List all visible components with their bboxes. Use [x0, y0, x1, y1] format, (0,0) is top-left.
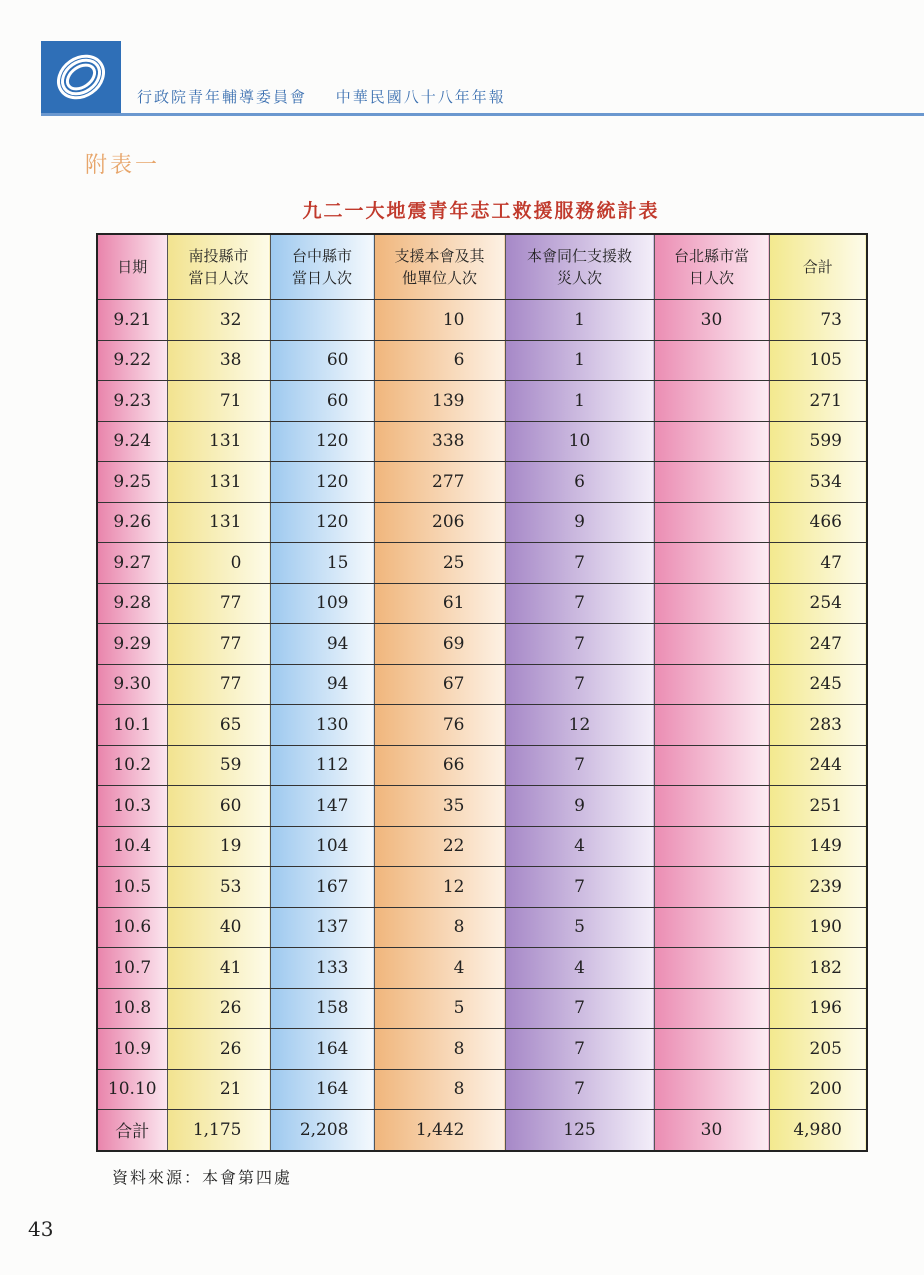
- value-cell: 60: [167, 786, 270, 827]
- date-cell: 10.2: [97, 745, 167, 786]
- value-cell: 164: [270, 1029, 374, 1070]
- value-cell: 7: [505, 583, 654, 624]
- date-cell: 9.23: [97, 381, 167, 422]
- value-cell: 196: [769, 988, 867, 1029]
- value-cell: 2,208: [270, 1110, 374, 1151]
- value-cell: 1,175: [167, 1110, 270, 1151]
- value-cell: 6: [505, 462, 654, 503]
- value-cell: 200: [769, 1069, 867, 1110]
- value-cell: [654, 786, 769, 827]
- date-cell: 9.24: [97, 421, 167, 462]
- date-cell: 10.10: [97, 1069, 167, 1110]
- table-row: [97, 705, 867, 746]
- value-cell: 7: [505, 543, 654, 584]
- value-cell: [654, 745, 769, 786]
- table-row: [97, 624, 867, 665]
- value-cell: 182: [769, 948, 867, 989]
- value-cell: 8: [374, 1069, 505, 1110]
- value-cell: 32: [167, 300, 270, 341]
- value-cell: 94: [270, 624, 374, 665]
- column-header-line: 災人次: [556, 269, 602, 287]
- value-cell: 147: [270, 786, 374, 827]
- value-cell: 244: [769, 745, 867, 786]
- table-row: [97, 462, 867, 503]
- value-cell: 41: [167, 948, 270, 989]
- value-cell: 6: [374, 340, 505, 381]
- value-cell: 4: [505, 948, 654, 989]
- value-cell: [270, 300, 374, 341]
- value-cell: 283: [769, 705, 867, 746]
- date-cell: 9.30: [97, 664, 167, 705]
- value-cell: [654, 543, 769, 584]
- column-header: [374, 234, 505, 300]
- value-cell: 206: [374, 502, 505, 543]
- value-cell: 5: [505, 907, 654, 948]
- column-header-line: 合計: [802, 258, 833, 276]
- value-cell: 5: [374, 988, 505, 1029]
- value-cell: 22: [374, 826, 505, 867]
- value-cell: 7: [505, 1029, 654, 1070]
- value-cell: 53: [167, 867, 270, 908]
- column-header-line: 日人次: [688, 269, 734, 287]
- date-cell: 10.1: [97, 705, 167, 746]
- column-header-line: 當日人次: [291, 269, 352, 287]
- value-cell: 466: [769, 502, 867, 543]
- publisher-logo: [41, 41, 121, 113]
- value-cell: 26: [167, 1029, 270, 1070]
- value-cell: 130: [270, 705, 374, 746]
- value-cell: 254: [769, 583, 867, 624]
- running-header: [137, 86, 506, 107]
- table-row: [97, 826, 867, 867]
- value-cell: 4: [374, 948, 505, 989]
- value-cell: [654, 1069, 769, 1110]
- column-header-line: 南投縣市: [188, 247, 249, 265]
- value-cell: [654, 583, 769, 624]
- statistics-table: [96, 233, 868, 1152]
- value-cell: 9: [505, 502, 654, 543]
- value-cell: 35: [374, 786, 505, 827]
- value-cell: 67: [374, 664, 505, 705]
- value-cell: 7: [505, 624, 654, 665]
- value-cell: 12: [374, 867, 505, 908]
- date-cell: 10.6: [97, 907, 167, 948]
- value-cell: 133: [270, 948, 374, 989]
- column-header-line: 日期: [117, 258, 148, 276]
- date-cell: 10.7: [97, 948, 167, 989]
- date-cell: 9.29: [97, 624, 167, 665]
- organization-name: 行政院青年輔導委員會: [137, 88, 308, 106]
- value-cell: 25: [374, 543, 505, 584]
- value-cell: 247: [769, 624, 867, 665]
- table-row: [97, 664, 867, 705]
- source-note: 資料來源：本會第四處: [112, 1168, 293, 1187]
- date-cell: 10.4: [97, 826, 167, 867]
- value-cell: 7: [505, 745, 654, 786]
- value-cell: 120: [270, 421, 374, 462]
- value-cell: 131: [167, 462, 270, 503]
- value-cell: 7: [505, 1069, 654, 1110]
- value-cell: 245: [769, 664, 867, 705]
- table-row: [97, 583, 867, 624]
- value-cell: 47: [769, 543, 867, 584]
- value-cell: [654, 1029, 769, 1070]
- table-row: [97, 867, 867, 908]
- total-row: [97, 1110, 867, 1151]
- value-cell: [654, 664, 769, 705]
- value-cell: 271: [769, 381, 867, 422]
- table-row: [97, 1029, 867, 1070]
- value-cell: 69: [374, 624, 505, 665]
- value-cell: 131: [167, 421, 270, 462]
- value-cell: 1: [505, 340, 654, 381]
- column-header: [270, 234, 374, 300]
- value-cell: 8: [374, 1029, 505, 1070]
- date-cell: 9.28: [97, 583, 167, 624]
- value-cell: 7: [505, 664, 654, 705]
- table-row: [97, 988, 867, 1029]
- value-cell: 7: [505, 867, 654, 908]
- column-header-line: 支援本會及其: [394, 247, 485, 265]
- value-cell: [654, 421, 769, 462]
- table-row: [97, 948, 867, 989]
- table-header-row: [97, 234, 867, 300]
- value-cell: [654, 381, 769, 422]
- value-cell: 21: [167, 1069, 270, 1110]
- date-cell: 合計: [97, 1110, 167, 1151]
- table-row: [97, 745, 867, 786]
- value-cell: [654, 705, 769, 746]
- column-header-line: 本會同仁支援救: [526, 247, 632, 265]
- value-cell: [654, 340, 769, 381]
- value-cell: 26: [167, 988, 270, 1029]
- value-cell: 104: [270, 826, 374, 867]
- value-cell: 125: [505, 1110, 654, 1151]
- table-body: [97, 300, 867, 1151]
- value-cell: 12: [505, 705, 654, 746]
- value-cell: 66: [374, 745, 505, 786]
- rings-logo-icon: [41, 41, 121, 113]
- value-cell: 120: [270, 462, 374, 503]
- column-header: [769, 234, 867, 300]
- value-cell: 8: [374, 907, 505, 948]
- column-header-line: 當日人次: [188, 269, 249, 287]
- value-cell: 239: [769, 867, 867, 908]
- value-cell: 190: [769, 907, 867, 948]
- date-cell: 10.3: [97, 786, 167, 827]
- value-cell: 71: [167, 381, 270, 422]
- value-cell: 131: [167, 502, 270, 543]
- value-cell: 167: [270, 867, 374, 908]
- column-header-line: 台中縣市: [291, 247, 352, 265]
- date-cell: 10.5: [97, 867, 167, 908]
- column-header-line: 他單位人次: [401, 269, 477, 287]
- table-row: [97, 543, 867, 584]
- value-cell: [654, 948, 769, 989]
- value-cell: 10: [374, 300, 505, 341]
- value-cell: 9: [505, 786, 654, 827]
- table-row: [97, 907, 867, 948]
- value-cell: 76: [374, 705, 505, 746]
- value-cell: 105: [769, 340, 867, 381]
- value-cell: 112: [270, 745, 374, 786]
- value-cell: 60: [270, 340, 374, 381]
- value-cell: 38: [167, 340, 270, 381]
- table-row: [97, 300, 867, 341]
- value-cell: 7: [505, 988, 654, 1029]
- table-title: 九二一大地震青年志工救援服務統計表: [302, 200, 660, 222]
- value-cell: 19: [167, 826, 270, 867]
- value-cell: 534: [769, 462, 867, 503]
- value-cell: 94: [270, 664, 374, 705]
- value-cell: 61: [374, 583, 505, 624]
- value-cell: 30: [654, 1110, 769, 1151]
- value-cell: 30: [654, 300, 769, 341]
- value-cell: 599: [769, 421, 867, 462]
- value-cell: 59: [167, 745, 270, 786]
- value-cell: 1: [505, 381, 654, 422]
- value-cell: 4,980: [769, 1110, 867, 1151]
- value-cell: 251: [769, 786, 867, 827]
- appendix-label: 附表一: [85, 153, 161, 178]
- value-cell: 139: [374, 381, 505, 422]
- value-cell: 77: [167, 583, 270, 624]
- value-cell: 15: [270, 543, 374, 584]
- value-cell: 149: [769, 826, 867, 867]
- value-cell: [654, 826, 769, 867]
- value-cell: 205: [769, 1029, 867, 1070]
- value-cell: 0: [167, 543, 270, 584]
- value-cell: 77: [167, 664, 270, 705]
- value-cell: [654, 502, 769, 543]
- date-cell: 9.21: [97, 300, 167, 341]
- date-cell: 10.8: [97, 988, 167, 1029]
- table-row: [97, 421, 867, 462]
- value-cell: [654, 988, 769, 1029]
- table-row: [97, 381, 867, 422]
- value-cell: 158: [270, 988, 374, 1029]
- value-cell: 10: [505, 421, 654, 462]
- publication-title: 中華民國八十八年年報: [335, 88, 506, 106]
- date-cell: 9.26: [97, 502, 167, 543]
- value-cell: 40: [167, 907, 270, 948]
- page-number: 43: [28, 1217, 54, 1241]
- column-header: [167, 234, 270, 300]
- column-header: [654, 234, 769, 300]
- table-row: [97, 340, 867, 381]
- value-cell: 1: [505, 300, 654, 341]
- date-cell: 9.22: [97, 340, 167, 381]
- value-cell: [654, 907, 769, 948]
- value-cell: 73: [769, 300, 867, 341]
- value-cell: 77: [167, 624, 270, 665]
- value-cell: [654, 867, 769, 908]
- date-cell: 9.25: [97, 462, 167, 503]
- table-row: [97, 786, 867, 827]
- value-cell: 338: [374, 421, 505, 462]
- column-header-line: 台北縣市當: [673, 247, 749, 265]
- value-cell: 277: [374, 462, 505, 503]
- header-divider: [41, 113, 924, 116]
- value-cell: 164: [270, 1069, 374, 1110]
- value-cell: [654, 624, 769, 665]
- table-row: [97, 502, 867, 543]
- value-cell: 120: [270, 502, 374, 543]
- value-cell: 60: [270, 381, 374, 422]
- value-cell: 65: [167, 705, 270, 746]
- value-cell: [654, 462, 769, 503]
- value-cell: 4: [505, 826, 654, 867]
- value-cell: 137: [270, 907, 374, 948]
- value-cell: 1,442: [374, 1110, 505, 1151]
- date-cell: 10.9: [97, 1029, 167, 1070]
- value-cell: 109: [270, 583, 374, 624]
- date-cell: 9.27: [97, 543, 167, 584]
- column-header: [505, 234, 654, 300]
- table-row: [97, 1069, 867, 1110]
- column-header: [97, 234, 167, 300]
